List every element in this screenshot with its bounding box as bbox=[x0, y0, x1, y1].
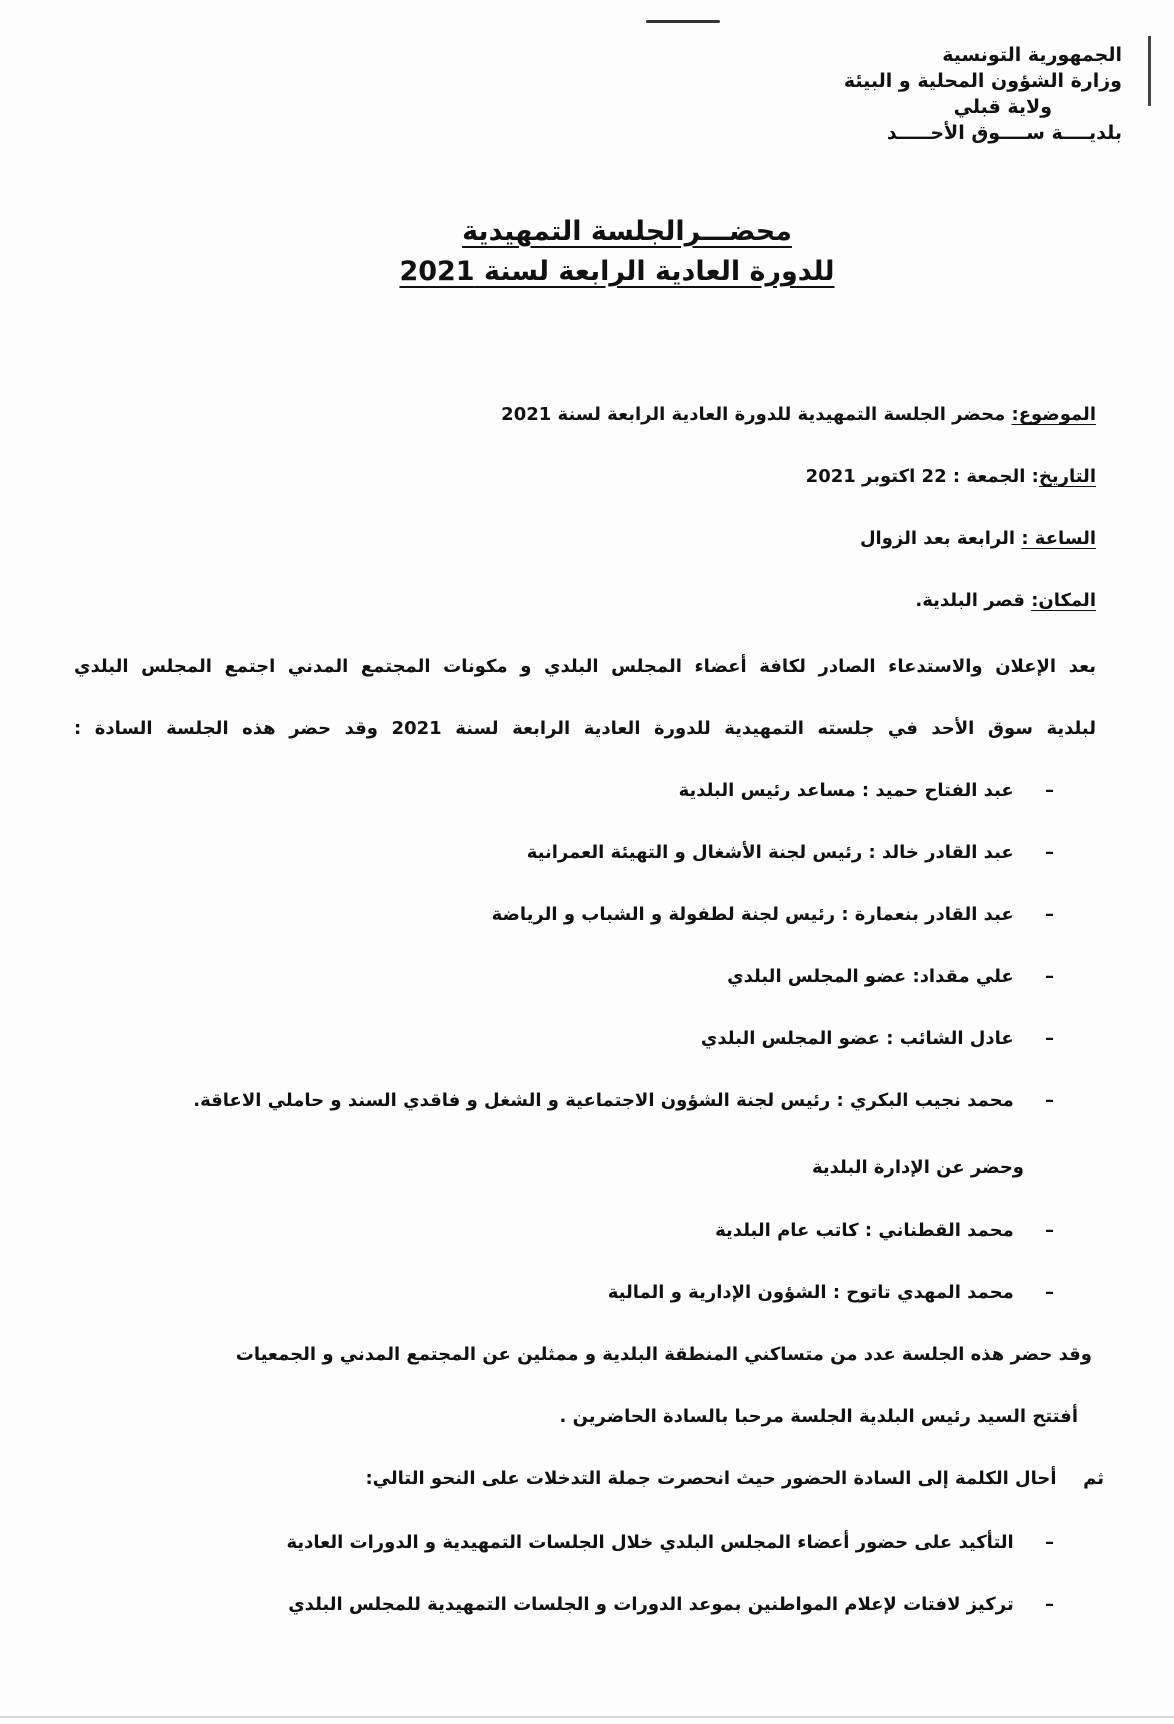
floor-prefix: ثم bbox=[1083, 1468, 1104, 1489]
opening-paragraph: أفتتح السيد رئيس البلدية الجلسة مرحبا بالسادة الحاضرين . bbox=[559, 1406, 1078, 1427]
attendee-item bbox=[492, 904, 1054, 925]
list-dash: – bbox=[1045, 842, 1054, 863]
list-dash: – bbox=[1045, 904, 1054, 925]
attendee-text: محمد نجيب البكري : رئيس لجنة الشؤون الاجتماعية و الشغل و فاقدي السند و حاملي الاعاقة. bbox=[193, 1090, 1014, 1111]
list-dash: – bbox=[1045, 1090, 1054, 1111]
admin-item bbox=[715, 1220, 1054, 1241]
attendee-item bbox=[727, 966, 1054, 987]
place-value: قصر البلدية. bbox=[915, 590, 1025, 611]
attendance-paragraph: وقد حضر هذه الجلسة عدد من متساكني المنطقة البلدية و ممثلين عن المجتمع المدني و الجمعيات bbox=[235, 1344, 1092, 1365]
intro-line-1: بعد الإعلان والاستدعاء الصادر لكافة أعضاء المجلس البلدي و مكونات المجتمع المدني اجتمع المجلس البلدي bbox=[74, 656, 1096, 677]
attendee-text: عبد القادر بنعمارة : رئيس لجنة لطفولة و الشباب و الرياضة bbox=[491, 904, 1014, 925]
list-dash: – bbox=[1045, 966, 1054, 987]
date-value: : الجمعة : 22 اكتوبر 2021 bbox=[805, 466, 1039, 487]
list-dash: – bbox=[1045, 1282, 1054, 1303]
list-dash: – bbox=[1045, 1532, 1054, 1553]
letterhead-governorate: ولاية قبلي bbox=[953, 96, 1052, 118]
intervention-text: التأكيد على حضور أعضاء المجلس البلدي خلال الجلسات التمهيدية و الدورات العادية bbox=[286, 1532, 1014, 1553]
list-dash: – bbox=[1045, 1028, 1054, 1049]
place-label: المكان: bbox=[1031, 590, 1096, 611]
intro-line-2: لبلدية سوق الأحد في جلسته التمهيدية للدورة العادية الرابعة لسنة 2021 وقد حضر هذه الجلسة السادة : bbox=[74, 718, 1097, 739]
subject-value: محضر الجلسة التمهيدية للدورة العادية الرابعة لسنة 2021 bbox=[501, 404, 1006, 425]
admin-item bbox=[608, 1282, 1054, 1303]
attendee-text: عبد الفتاح حميد : مساعد رئيس البلدية bbox=[678, 780, 1014, 801]
attendee-item bbox=[193, 1090, 1054, 1111]
admin-heading: وحضر عن الإدارة البلدية bbox=[811, 1157, 1024, 1178]
edge-scan-mark bbox=[1148, 36, 1151, 106]
intervention-item bbox=[288, 1594, 1054, 1615]
attendee-text: علي مقداد: عضو المجلس البلدي bbox=[727, 966, 1014, 987]
top-scan-mark bbox=[646, 20, 720, 23]
letterhead-republic: الجمهورية التونسية bbox=[942, 44, 1122, 66]
document-title: محضـــرالجلسة التمهيدية bbox=[462, 216, 792, 247]
list-dash: – bbox=[1045, 1220, 1054, 1241]
page-bottom-edge bbox=[0, 1716, 1174, 1718]
date-row bbox=[806, 466, 1096, 487]
attendee-text: عادل الشائب : عضو المجلس البلدي bbox=[700, 1028, 1014, 1049]
admin-text: محمد القطناني : كاتب عام البلدية bbox=[715, 1220, 1014, 1241]
attendee-text: عبد القادر خالد : رئيس لجنة الأشغال و التهيئة العمرانية bbox=[526, 842, 1014, 863]
letterhead-municipality: بلديــــة ســــوق الأحـــــد bbox=[886, 122, 1122, 144]
document-subtitle: للدورة العادية الرابعة لسنة 2021 bbox=[399, 256, 835, 287]
time-value: الرابعة بعد الزوال bbox=[859, 528, 1016, 549]
attendee-item bbox=[679, 780, 1054, 801]
place-row bbox=[915, 590, 1096, 611]
intervention-text: تركيز لافتات لإعلام المواطنين بموعد الدورات و الجلسات التمهيدية للمجلس البلدي bbox=[288, 1594, 1014, 1615]
time-label: الساعة : bbox=[1021, 528, 1096, 549]
date-label: التاريخ bbox=[1038, 466, 1096, 487]
attendee-item bbox=[527, 842, 1054, 863]
list-dash: – bbox=[1045, 1594, 1054, 1615]
time-row bbox=[860, 528, 1096, 549]
subject-label: الموضوع: bbox=[1011, 404, 1096, 425]
admin-text: محمد المهدي تاتوح : الشؤون الإدارية و المالية bbox=[607, 1282, 1014, 1303]
floor-paragraph bbox=[365, 1468, 1104, 1489]
intervention-item bbox=[286, 1532, 1054, 1553]
subject-row bbox=[501, 404, 1096, 425]
attendee-item bbox=[701, 1028, 1054, 1049]
letterhead-ministry: وزارة الشؤون المحلية و البيئة bbox=[843, 70, 1122, 92]
letterhead bbox=[844, 42, 1122, 146]
floor-text: أحال الكلمة إلى السادة الحضور حيث انحصرت جملة التدخلات على النحو التالي: bbox=[365, 1468, 1057, 1489]
list-dash: – bbox=[1045, 780, 1054, 801]
